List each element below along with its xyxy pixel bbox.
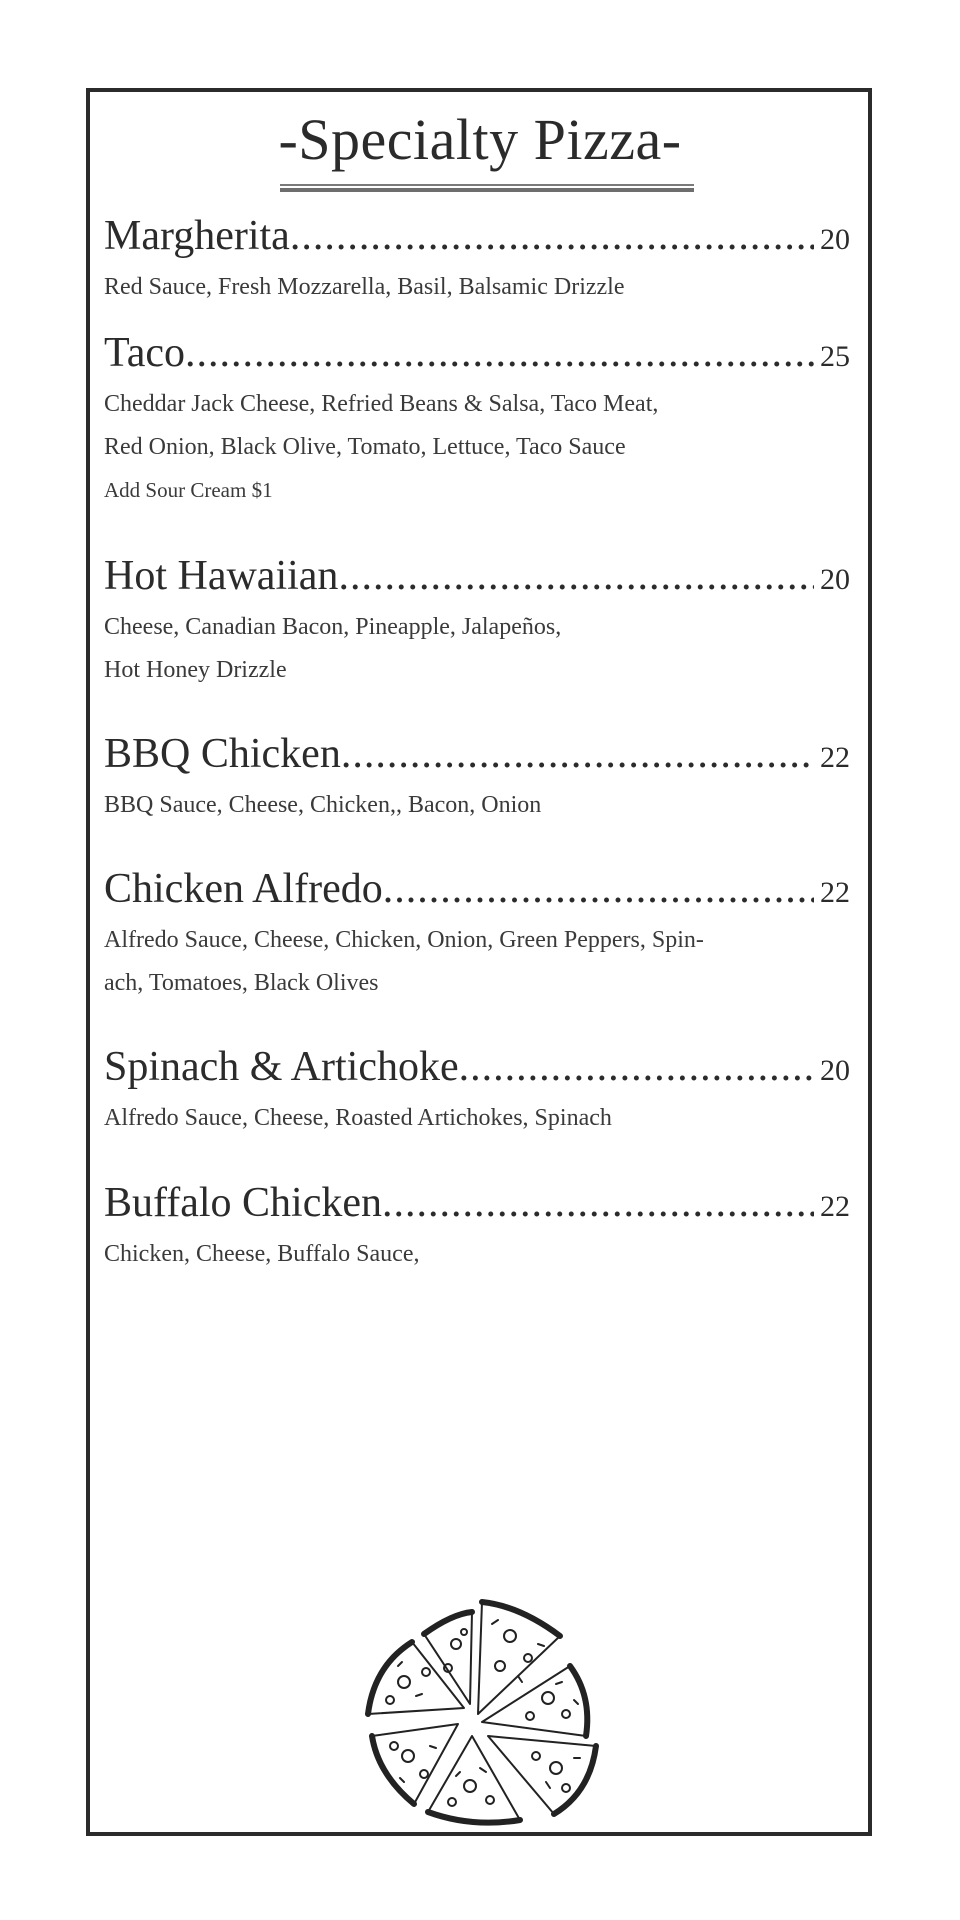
menu-item-header [104, 210, 850, 266]
dot-leader [341, 728, 814, 780]
menu-item-header [104, 327, 850, 383]
menu-item-price: 20 [820, 223, 850, 256]
pizza-slices-illustration-icon [360, 1596, 600, 1826]
menu-item-header [104, 863, 850, 919]
menu-item-margherita [104, 210, 850, 309]
menu-item-name: BBQ Chicken [104, 731, 341, 777]
menu-item-header [104, 550, 850, 606]
menu-item-name: Taco [104, 330, 186, 376]
title-underline-thin [280, 184, 694, 186]
menu-item-description: Chicken, Cheese, Buffalo Sauce, [104, 1241, 420, 1267]
menu-item-description: Red Onion, Black Olive, Tomato, Lettuce, Taco Sauce [104, 434, 626, 460]
menu-item-price: 20 [820, 1054, 850, 1087]
menu-item-buffalo-chicken [104, 1177, 850, 1276]
menu-item-price: 22 [820, 876, 850, 909]
menu-item-description: ach, Tomatoes, Black Olives [104, 970, 379, 996]
menu-item-price: 20 [820, 563, 850, 596]
menu-item-header [104, 728, 850, 784]
menu-item-price: 22 [820, 1190, 850, 1223]
menu-item-description: BBQ Sauce, Cheese, Chicken,, Bacon, Onion [104, 792, 542, 818]
menu-item-name: Spinach & Artichoke [104, 1044, 459, 1090]
menu-item-description: Red Sauce, Fresh Mozzarella, Basil, Balsamic Drizzle [104, 274, 625, 300]
menu-item-price: 22 [820, 741, 850, 774]
menu-item-taco [104, 327, 850, 512]
menu-item-header [104, 1177, 850, 1233]
menu-item-description: Alfredo Sauce, Cheese, Chicken, Onion, Green Peppers, Spin- [104, 927, 704, 953]
menu-title: -Specialty Pizza- [278, 107, 682, 172]
menu-item-hot-hawaiian [104, 550, 850, 692]
menu-item-description: Alfredo Sauce, Cheese, Roasted Artichokes, Spinach [104, 1105, 612, 1131]
dot-leader [338, 550, 814, 602]
menu-item-header [104, 1041, 850, 1097]
title-underline-thick [280, 188, 694, 192]
dot-leader [382, 1177, 814, 1229]
menu-item-spinach-artichoke [104, 1041, 850, 1140]
dot-leader [459, 1041, 814, 1093]
menu-item-addon-note: Add Sour Cream $1 [104, 478, 273, 502]
menu-item-name: Hot Hawaiian [104, 553, 339, 599]
menu-item-chicken-alfredo [104, 863, 850, 1005]
menu-item-price: 25 [820, 340, 850, 373]
menu-item-description: Cheddar Jack Cheese, Refried Beans & Salsa, Taco Meat, [104, 391, 659, 417]
title-underline [280, 184, 694, 192]
dot-leader [383, 863, 814, 915]
menu-item-name: Margherita [104, 213, 290, 259]
menu-item-description: Cheese, Canadian Bacon, Pineapple, Jalapeños, [104, 614, 562, 640]
dot-leader [185, 327, 814, 379]
menu-item-name: Chicken Alfredo [104, 866, 383, 912]
menu-item-name: Buffalo Chicken [104, 1180, 383, 1226]
menu-item-description: Hot Honey Drizzle [104, 657, 287, 683]
menu-item-bbq-chicken [104, 728, 850, 827]
dot-leader [290, 210, 814, 262]
